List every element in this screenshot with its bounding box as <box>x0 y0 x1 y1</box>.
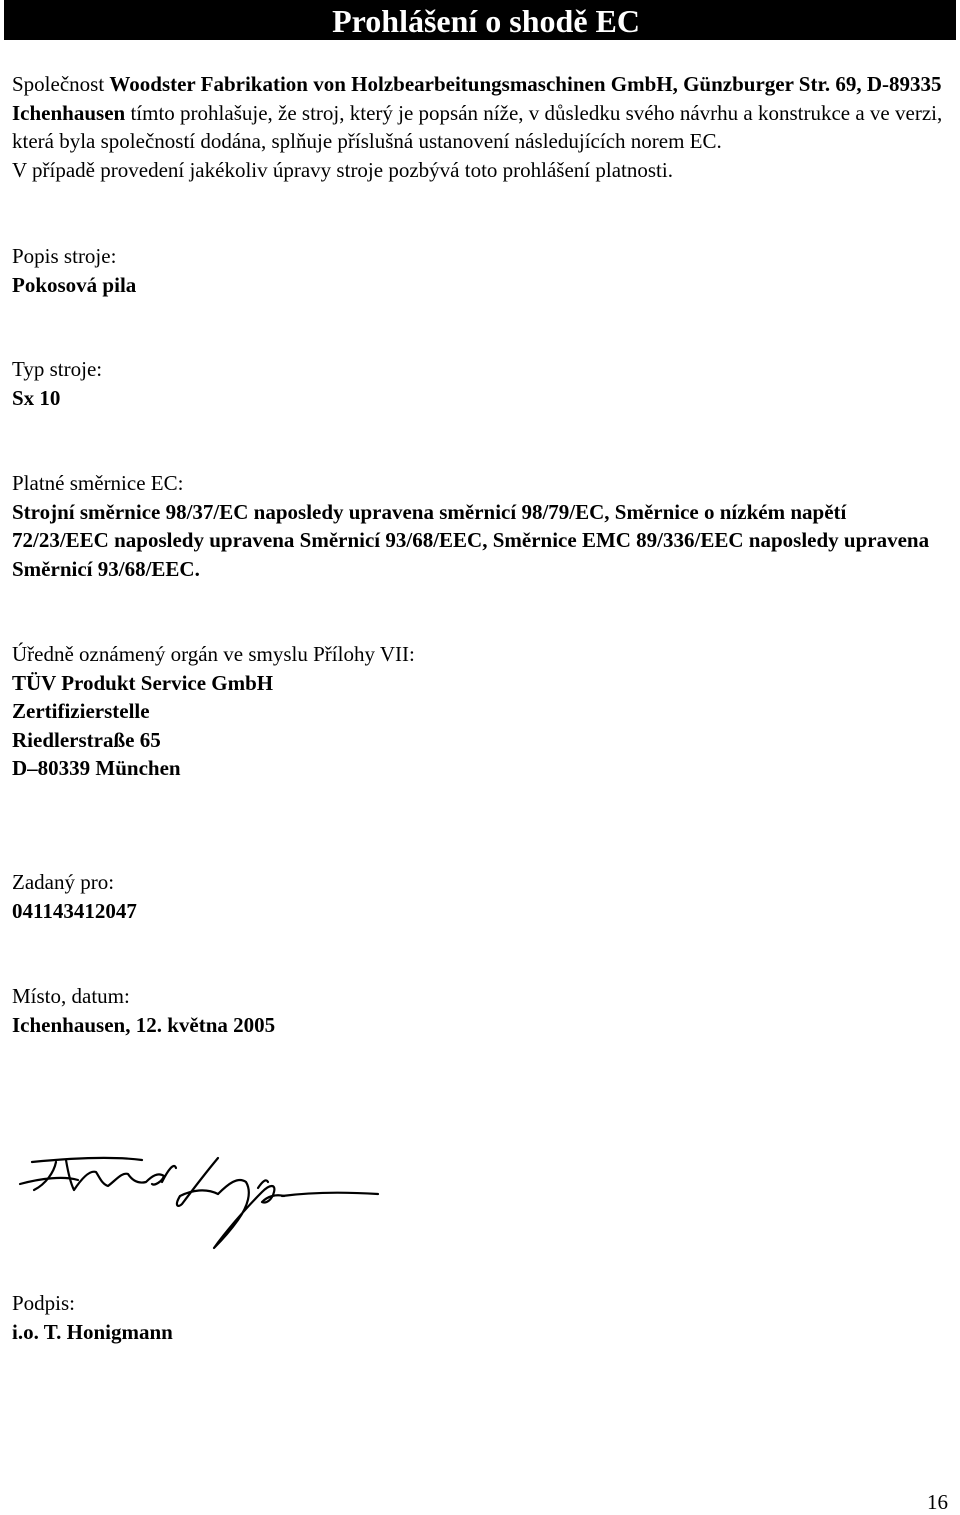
notified-body-city: D–80339 München <box>12 756 181 780</box>
page-title: Prohlášení o shodě EC <box>4 0 956 40</box>
assigned-for-label: Zadaný pro: <box>12 870 115 894</box>
intro-text-lead: Společnost <box>12 72 110 96</box>
intro-text-body: tímto prohlašuje, že stroj, který je popsán níže, v důsledku svého návrhu a konstrukce a ve verzi, která byla společností dodána, splňuje příslušná ustanovení následujících norem EC. <box>12 100 943 153</box>
assigned-for-section <box>12 868 948 925</box>
validity-note: V případě provedení jakékoliv úpravy stroje pozbývá toto prohlášení platnosti. <box>12 157 673 182</box>
notified-body-department: Zertifizierstelle <box>12 699 150 723</box>
place-date-section <box>12 982 948 1039</box>
signature-label: Podpis: <box>12 1291 76 1315</box>
directives-value: Strojní směrnice 98/37/EC naposledy upravena směrnicí 98/79/EC, Směrnice o nízkém napětí 72/23/EEC naposledy upravena Směrnicí 93/68/EEC, Směrnice EMC 89/336/EEC naposledy upravena Směrnicí 93/68/EEC. <box>12 499 930 581</box>
assigned-for-value: 041143412047 <box>12 898 137 923</box>
intro-paragraph <box>12 70 948 156</box>
notified-body-section <box>12 640 948 783</box>
machine-type-section <box>12 355 948 412</box>
place-date-label: Místo, datum: <box>12 984 130 1008</box>
machine-description-label: Popis stroje: <box>12 244 117 268</box>
place-date-value: Ichenhausen, 12. května 2005 <box>12 1012 276 1037</box>
signature-section <box>12 1289 948 1346</box>
notified-body-street: Riedlerstraße 65 <box>12 727 161 752</box>
machine-description-section <box>12 242 948 299</box>
directives-label: Platné směrnice EC: <box>12 471 184 495</box>
notified-body-name: TÜV Produkt Service GmbH <box>12 670 274 695</box>
machine-type-value: Sx 10 <box>12 385 61 410</box>
machine-description-value: Pokosová pila <box>12 272 137 297</box>
machine-type-label: Typ stroje: <box>12 357 103 381</box>
intro-block <box>12 70 948 184</box>
notified-body-label: Úředně oznámený orgán ve smyslu Přílohy VII: <box>12 642 415 666</box>
page-number: 16 <box>927 1490 948 1514</box>
directives-section <box>12 469 948 583</box>
handwritten-signature <box>12 1148 384 1258</box>
company-name-address: Woodster Fabrikation von Holzbearbeitungsmaschinen GmbH, Günzburger Str. 69, D-89335 Ichenhausen <box>12 72 942 125</box>
signatory-name: i.o. T. Honigmann <box>12 1319 173 1344</box>
